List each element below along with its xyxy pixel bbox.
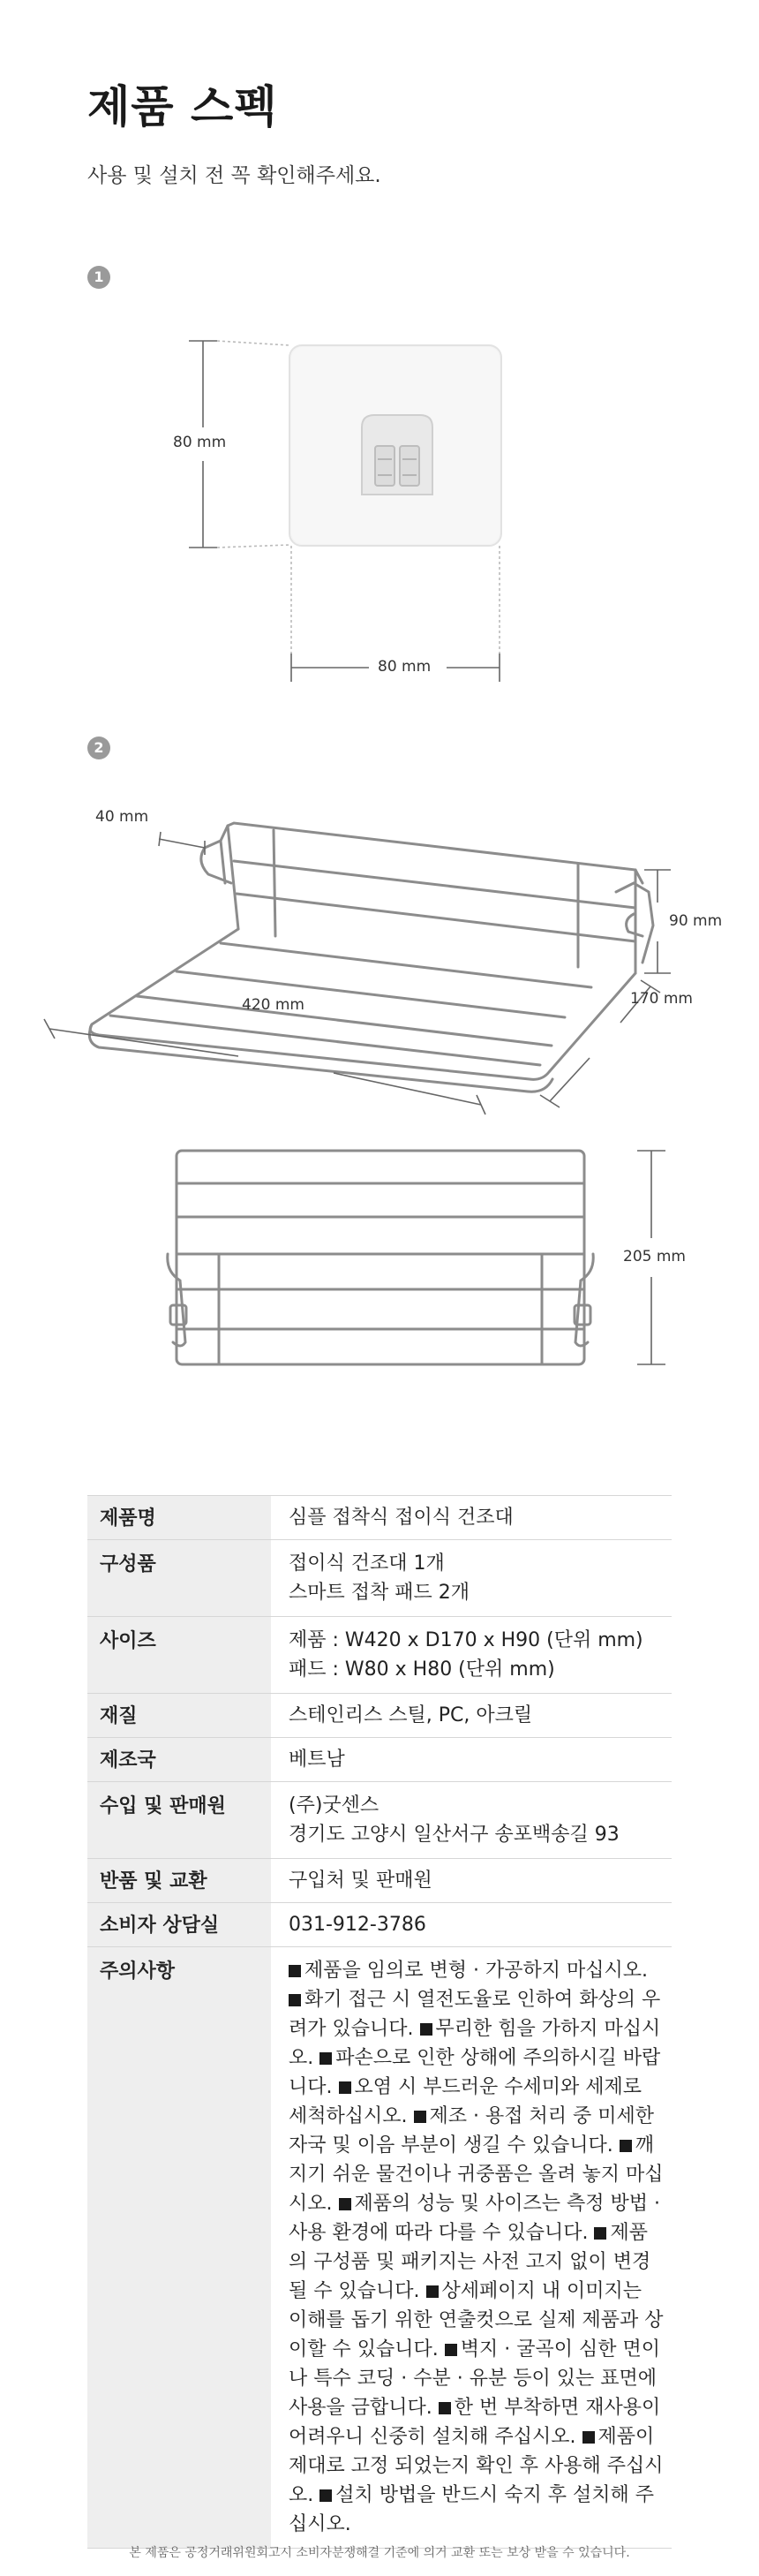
page-title: 제품 스펙 xyxy=(87,81,278,132)
page-subtitle: 사용 및 설치 전 꼭 확인해주세요. xyxy=(87,164,381,187)
spec-row xyxy=(87,1617,672,1694)
spec-value: 경기도 고양시 일산서구 송포백송길 93 xyxy=(289,1824,620,1846)
caution-item: 오염 시 부드러운 수세미와 세제로 세척하십시오. xyxy=(289,2076,643,2127)
spec-label: 수입 및 판매원 xyxy=(87,1782,271,1859)
spec-label: 재질 xyxy=(87,1694,271,1738)
pad-width-label: 80 mm xyxy=(378,658,432,676)
caution-item: 제품이 제대로 고정 되었는지 확인 후 사용해 주십시오. xyxy=(289,2426,664,2506)
figure-1-badge: 1 xyxy=(87,266,110,289)
caution-notes xyxy=(271,1947,672,2549)
bullet-square-icon xyxy=(319,2052,332,2065)
spec-row xyxy=(87,1540,672,1617)
spec-value: 제품 : W420 x D170 x H90 (단위 mm) xyxy=(289,1629,643,1651)
footer-notice: 본 제품은 공정거래위원회고시 소비자분쟁해결 기준에 의거 교환 또는 보상 받을 수 있습니다. xyxy=(129,2546,630,2560)
pad-height-label: 80 mm xyxy=(173,434,227,451)
spec-row xyxy=(87,1782,672,1859)
bullet-square-icon xyxy=(339,2081,351,2094)
caution-item: 한 번 부착하면 재사용이 어려우니 신중히 설치해 주십시오. xyxy=(289,2397,661,2448)
spec-row xyxy=(87,1496,672,1540)
spec-row xyxy=(87,1694,672,1738)
caution-item: 파손으로 인한 상해에 주의하시길 바랍니다. xyxy=(289,2047,661,2098)
spec-value: 스테인리스 스틸, PC, 아크릴 xyxy=(289,1704,533,1726)
spec-row xyxy=(87,1947,672,2549)
rack-depth-label: 170 mm xyxy=(630,990,693,1008)
bullet-square-icon xyxy=(339,2198,351,2210)
bullet-square-icon xyxy=(426,2285,439,2298)
spec-value: 베트남 xyxy=(289,1749,345,1771)
caution-item: 제품의 구성품 및 패키지는 사전 고지 없이 변경될 수 있습니다. xyxy=(289,2222,651,2302)
caution-item: 벽지 · 굴곡이 심한 면이나 특수 코딩 · 수분 · 유분 등이 있는 표면에 사용을 금합니다. xyxy=(289,2338,660,2419)
rack-height-label: 90 mm xyxy=(669,912,723,930)
bullet-square-icon xyxy=(289,1965,301,1977)
spec-value: 스마트 접착 패드 2개 xyxy=(289,1582,470,1604)
bullet-square-icon xyxy=(620,2140,632,2152)
bullet-square-icon xyxy=(420,2023,432,2036)
spec-value: 접이식 건조대 1개 xyxy=(289,1552,445,1575)
bullet-square-icon xyxy=(319,2489,332,2502)
caution-item: 설치 방법을 반드시 숙지 후 설치해 주십시오. xyxy=(289,2484,654,2535)
spec-label: 소비자 상담실 xyxy=(87,1903,271,1947)
spec-label: 사이즈 xyxy=(87,1617,271,1694)
rack-front-height-label: 205 mm xyxy=(623,1248,686,1265)
spec-row xyxy=(87,1903,672,1947)
rack-width-label: 420 mm xyxy=(242,996,304,1014)
adhesive-pad-illustration xyxy=(289,345,501,546)
spec-table xyxy=(87,1495,672,2549)
caution-item: 제품의 성능 및 사이즈는 측정 방법 · 사용 환경에 따라 다를 수 있습니다. xyxy=(289,2193,660,2244)
spec-row xyxy=(87,1738,672,1782)
caution-item: 제품을 임의로 변형 · 가공하지 마십시오. xyxy=(304,1960,648,1982)
caution-item: 깨지기 쉬운 물건이나 귀중품은 올려 놓지 마십시오. xyxy=(289,2134,664,2215)
spec-label: 주의사항 xyxy=(87,1947,271,2549)
rack-bracket-label: 40 mm xyxy=(95,808,149,826)
rack-front-view-illustration xyxy=(168,1151,593,1364)
bullet-square-icon xyxy=(582,2431,595,2444)
figure-2-badge: 2 xyxy=(87,737,110,759)
bullet-square-icon xyxy=(594,2227,606,2240)
caution-item: 화기 접근 시 열전도율로 인하여 화상의 우려가 있습니다. xyxy=(289,1989,661,2040)
spec-value: 구입처 및 판매원 xyxy=(289,1870,432,1892)
spec-value: (주)굿센스 xyxy=(289,1794,380,1817)
spec-value: 031-912-3786 xyxy=(289,1914,426,1936)
spec-label: 제조국 xyxy=(87,1738,271,1782)
spec-label: 제품명 xyxy=(87,1496,271,1540)
bullet-square-icon xyxy=(289,1994,301,2006)
spec-value: 심플 접착식 접이식 건조대 xyxy=(289,1507,514,1529)
spec-label: 반품 및 교환 xyxy=(87,1859,271,1903)
bullet-square-icon xyxy=(439,2402,451,2414)
spec-value: 패드 : W80 x H80 (단위 mm) xyxy=(289,1658,555,1681)
bullet-square-icon xyxy=(445,2344,457,2356)
spec-row xyxy=(87,1859,672,1903)
caution-item: 제조 · 용접 처리 중 미세한 자국 및 이음 부분이 생길 수 있습니다. xyxy=(289,2105,654,2157)
spec-label: 구성품 xyxy=(87,1540,271,1617)
caution-item: 상세페이지 내 이미지는 이해를 돕기 위한 연출컷으로 실제 제품과 상이할 수 있습니다. xyxy=(289,2280,664,2361)
caution-item: 무리한 힘을 가하지 마십시오. xyxy=(289,2018,661,2069)
rack-isometric-illustration xyxy=(89,823,653,1092)
bullet-square-icon xyxy=(414,2111,426,2123)
